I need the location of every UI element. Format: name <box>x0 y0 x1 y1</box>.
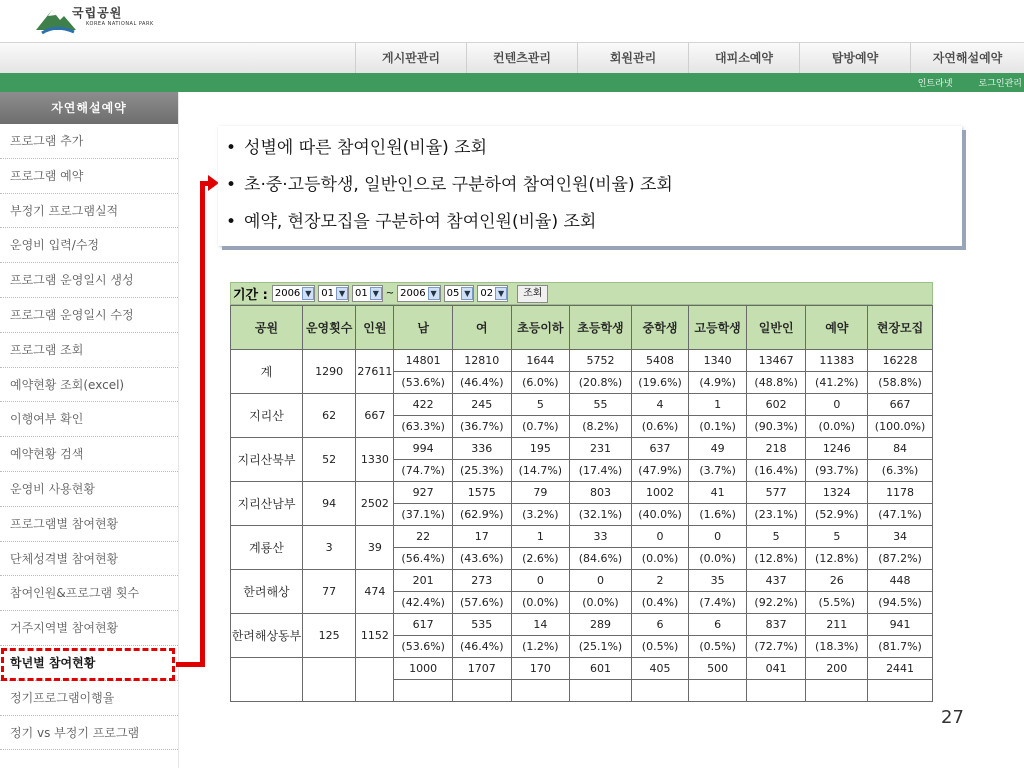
table-cell-value: 0 <box>631 526 689 548</box>
dropdown-arrow-icon: ▼ <box>428 287 440 300</box>
table-cell-value: 289 <box>570 614 632 636</box>
table-cell-value: 5408 <box>631 350 689 372</box>
col-header: 고등학생 <box>689 306 747 350</box>
table-cell-value: 617 <box>394 614 453 636</box>
table-cell-people: 27611 <box>356 350 394 394</box>
table-cell-value: 0 <box>511 570 570 592</box>
table-cell-ratio <box>394 680 453 702</box>
table-cell-count: 3 <box>302 526 355 570</box>
sidebar-item-fulfillment-check[interactable]: 이행여부 확인 <box>0 402 178 437</box>
table-cell-value: 6 <box>631 614 689 636</box>
table-cell-ratio: (87.2%) <box>868 548 933 570</box>
table-cell-people: 474 <box>356 570 394 614</box>
col-header: 공원 <box>231 306 303 350</box>
table-cell-ratio <box>746 680 806 702</box>
table-cell-value: 941 <box>868 614 933 636</box>
table-cell-ratio: (56.4%) <box>394 548 453 570</box>
table-cell-value: 273 <box>452 570 511 592</box>
table-cell-park: 지리산남부 <box>231 482 303 526</box>
table-cell-value: 79 <box>511 482 570 504</box>
table-cell-value: 437 <box>746 570 806 592</box>
table-cell-value: 1 <box>689 394 747 416</box>
table-cell-value: 535 <box>452 614 511 636</box>
table-row <box>231 394 933 416</box>
table-cell-ratio: (16.4%) <box>746 460 806 482</box>
table-cell-value: 84 <box>868 438 933 460</box>
table-cell-ratio: (92.2%) <box>746 592 806 614</box>
col-header: 인원 <box>356 306 394 350</box>
table-cell-value: 602 <box>746 394 806 416</box>
table-cell-ratio: (25.1%) <box>570 636 632 658</box>
sidebar-item-program-search[interactable]: 프로그램 조회 <box>0 333 178 368</box>
table-cell-ratio: (36.7%) <box>452 416 511 438</box>
table-cell-count: 94 <box>302 482 355 526</box>
table-cell-ratio: (18.3%) <box>806 636 868 658</box>
table-cell-ratio: (5.5%) <box>806 592 868 614</box>
table-cell-ratio: (57.6%) <box>452 592 511 614</box>
table-cell-ratio: (53.6%) <box>394 636 453 658</box>
table-cell-value: 0 <box>806 394 868 416</box>
connector-line <box>200 181 205 667</box>
table-cell-ratio: (37.1%) <box>394 504 453 526</box>
table-cell-ratio <box>631 680 689 702</box>
table-cell-ratio: (0.7%) <box>511 416 570 438</box>
table-cell-ratio: (12.8%) <box>806 548 868 570</box>
table-cell-value: 405 <box>631 658 689 680</box>
sidebar-item-participants-count[interactable]: 참여인원&프로그램 횟수 <box>0 576 178 611</box>
dropdown-arrow-icon: ▼ <box>461 287 473 300</box>
table-cell-ratio: (90.3%) <box>746 416 806 438</box>
from-day-select[interactable]: 01 ▼ <box>352 285 383 302</box>
table-cell-value: 4 <box>631 394 689 416</box>
table-cell-ratio: (3.7%) <box>689 460 747 482</box>
table-cell-park: 한려해상 <box>231 570 303 614</box>
table-cell-value: 14801 <box>394 350 453 372</box>
table-cell-ratio: (47.1%) <box>868 504 933 526</box>
table-cell-ratio: (12.8%) <box>746 548 806 570</box>
col-header: 초등학생 <box>570 306 632 350</box>
table-cell-park: 계룡산 <box>231 526 303 570</box>
sidebar-item-schedule-edit[interactable]: 프로그램 운영일시 수정 <box>0 298 178 333</box>
table-cell-people: 667 <box>356 394 394 438</box>
table-cell-value: 1002 <box>631 482 689 504</box>
table-cell-value: 041 <box>746 658 806 680</box>
callout-bullet: • 예약, 현장모집을 구분하여 참여인원(비율) 조회 <box>226 204 962 241</box>
table-cell-ratio: (4.9%) <box>689 372 747 394</box>
grade-stats-table <box>230 305 933 702</box>
table-cell-ratio: (7.4%) <box>689 592 747 614</box>
table-cell-ratio: (32.1%) <box>570 504 632 526</box>
table-cell-value: 2441 <box>868 658 933 680</box>
col-header: 여 <box>452 306 511 350</box>
table-cell-value: 6 <box>689 614 747 636</box>
table-cell-value: 14 <box>511 614 570 636</box>
col-header: 일반인 <box>746 306 806 350</box>
table-cell-ratio: (0.0%) <box>631 548 689 570</box>
table-cell-value: 22 <box>394 526 453 548</box>
table-cell-value: 33 <box>570 526 632 548</box>
table-cell-value: 201 <box>394 570 453 592</box>
table-cell-value: 55 <box>570 394 632 416</box>
table-cell-value: 837 <box>746 614 806 636</box>
table-cell-ratio: (93.7%) <box>806 460 868 482</box>
nav-nature-guide-booking[interactable]: 자연해설예약 <box>910 43 1024 74</box>
table-cell-park: 계 <box>231 350 303 394</box>
table-cell-value: 26 <box>806 570 868 592</box>
callout-bullet: • 성별에 따른 참여인원(비율) 조회 <box>226 130 962 167</box>
table-cell-ratio <box>806 680 868 702</box>
table-cell-value: 211 <box>806 614 868 636</box>
col-header: 예약 <box>806 306 868 350</box>
sidebar-item-program-add[interactable]: 프로그램 추가 <box>0 124 178 159</box>
from-month-select[interactable]: 01 ▼ <box>318 285 349 302</box>
table-cell-value: 34 <box>868 526 933 548</box>
stats-panel <box>230 282 933 720</box>
table-cell-value: 1324 <box>806 482 868 504</box>
to-month-select[interactable]: 05 ▼ <box>444 285 475 302</box>
table-cell-people: 2502 <box>356 482 394 526</box>
table-row <box>231 526 933 548</box>
table-cell-ratio: (0.6%) <box>631 416 689 438</box>
sidebar-item-by-region[interactable]: 거주지역별 참여현황 <box>0 611 178 646</box>
table-cell-ratio: (58.8%) <box>868 372 933 394</box>
table-cell-count: 1290 <box>302 350 355 394</box>
table-cell-value: 49 <box>689 438 747 460</box>
table-cell-value: 5 <box>746 526 806 548</box>
table-cell-ratio: (81.7%) <box>868 636 933 658</box>
sidebar-item-regular-vs-irregular[interactable]: 정기 vs 부정기 프로그램 <box>0 716 178 751</box>
table-cell-value: 1575 <box>452 482 511 504</box>
table-cell-ratio: (0.5%) <box>631 636 689 658</box>
table-cell-count: 62 <box>302 394 355 438</box>
highlight-box <box>1 648 175 681</box>
table-cell-ratio: (43.6%) <box>452 548 511 570</box>
nav-visit-booking[interactable]: 탐방예약 <box>799 43 910 74</box>
sidebar-item-irregular-results[interactable]: 부정기 프로그램실적 <box>0 194 178 229</box>
table-cell-value: 577 <box>746 482 806 504</box>
table-cell-ratio: (63.3%) <box>394 416 453 438</box>
table-cell-ratio: (6.3%) <box>868 460 933 482</box>
sidebar-item-cost-usage[interactable]: 운영비 사용현황 <box>0 472 178 507</box>
table-cell-value: 35 <box>689 570 747 592</box>
table-cell-value: 1644 <box>511 350 570 372</box>
table-cell-value: 994 <box>394 438 453 460</box>
table-row <box>231 482 933 504</box>
table-cell-value: 667 <box>868 394 933 416</box>
table-row <box>231 350 933 372</box>
period-label: 기간 : <box>233 288 268 303</box>
table-cell-ratio: (94.5%) <box>868 592 933 614</box>
intranet-link[interactable]: 인트라넷 <box>917 79 953 89</box>
sidebar-item-by-group-type[interactable]: 단체성격별 참여현황 <box>0 542 178 577</box>
table-cell-value: 245 <box>452 394 511 416</box>
table-cell-ratio <box>689 680 747 702</box>
col-header: 현장모집 <box>868 306 933 350</box>
table-cell-value: 200 <box>806 658 868 680</box>
table-cell-value: 601 <box>570 658 632 680</box>
table-cell-ratio: (23.1%) <box>746 504 806 526</box>
table-cell-ratio: (1.6%) <box>689 504 747 526</box>
table-body <box>231 350 933 702</box>
table-cell-value: 1707 <box>452 658 511 680</box>
table-cell-value: 1000 <box>394 658 453 680</box>
sidebar-item-schedule-create[interactable]: 프로그램 운영일시 생성 <box>0 263 178 298</box>
to-year-select[interactable]: 2006 ▼ <box>397 285 440 302</box>
table-cell-ratio: (40.0%) <box>631 504 689 526</box>
table-cell-ratio: (62.9%) <box>452 504 511 526</box>
table-cell-ratio: (0.5%) <box>689 636 747 658</box>
table-cell-value: 195 <box>511 438 570 460</box>
table-cell-ratio: (0.0%) <box>806 416 868 438</box>
table-cell-park: 한려해상동부 <box>231 614 303 658</box>
table-cell-ratio: (0.0%) <box>511 592 570 614</box>
table-cell-ratio: (46.4%) <box>452 372 511 394</box>
table-cell-value: 218 <box>746 438 806 460</box>
table-cell-ratio: (41.2%) <box>806 372 868 394</box>
table-row <box>231 438 933 460</box>
table-cell-value: 11383 <box>806 350 868 372</box>
table-cell-value: 927 <box>394 482 453 504</box>
table-cell-ratio: (25.3%) <box>452 460 511 482</box>
top-navigation <box>0 42 1024 74</box>
table-cell-value: 1178 <box>868 482 933 504</box>
table-cell-ratio: (14.7%) <box>511 460 570 482</box>
sidebar-item-booking-excel[interactable]: 예약현황 조회(excel) <box>0 368 178 403</box>
table-cell-ratio: (0.0%) <box>570 592 632 614</box>
table-cell-ratio: (74.7%) <box>394 460 453 482</box>
table-cell-ratio: (84.6%) <box>570 548 632 570</box>
table-cell-value: 2 <box>631 570 689 592</box>
table-cell-value: 17 <box>452 526 511 548</box>
table-cell-ratio: (0.4%) <box>631 592 689 614</box>
table-cell-value: 448 <box>868 570 933 592</box>
table-cell-value: 1340 <box>689 350 747 372</box>
sidebar-item-by-grade[interactable]: 학년별 참여현황 <box>0 646 178 681</box>
table-cell-value: 5752 <box>570 350 632 372</box>
table-cell-park: 지리산 <box>231 394 303 438</box>
to-day-select[interactable]: 02 ▼ <box>477 285 508 302</box>
table-cell-people: 1152 <box>356 614 394 658</box>
sidebar-item-by-program[interactable]: 프로그램별 참여현황 <box>0 507 178 542</box>
table-cell-ratio: (19.6%) <box>631 372 689 394</box>
logo-text: 국립공원 <box>72 6 123 20</box>
table-cell-people: 1330 <box>356 438 394 482</box>
table-cell-value: 41 <box>689 482 747 504</box>
dropdown-arrow-icon: ▼ <box>495 287 507 300</box>
date-filter-bar <box>230 282 933 305</box>
table-cell-value: 0 <box>570 570 632 592</box>
table-cell-value: 16228 <box>868 350 933 372</box>
table-cell-value: 422 <box>394 394 453 416</box>
dropdown-arrow-icon: ▼ <box>336 287 348 300</box>
table-cell-park: 지리산북부 <box>231 438 303 482</box>
table-cell-ratio: (3.2%) <box>511 504 570 526</box>
table-cell-value: 803 <box>570 482 632 504</box>
table-cell-value: 637 <box>631 438 689 460</box>
table-cell-park <box>231 658 303 702</box>
sidebar-item-regular-rate[interactable]: 정기프로그램이행율 <box>0 681 178 716</box>
table-cell-value: 0 <box>689 526 747 548</box>
table-cell-value: 336 <box>452 438 511 460</box>
table-cell-ratio: (46.4%) <box>452 636 511 658</box>
nav-shelter-booking[interactable]: 대피소예약 <box>688 43 799 74</box>
table-cell-ratio <box>452 680 511 702</box>
table-cell-count: 52 <box>302 438 355 482</box>
callout-bullet: • 초·중·고등학생, 일반인으로 구분하여 참여인원(비율) 조회 <box>226 167 962 204</box>
table-cell-count <box>302 658 355 702</box>
table-cell-value: 170 <box>511 658 570 680</box>
from-year-select[interactable]: 2006 ▼ <box>272 285 315 302</box>
table-cell-count: 77 <box>302 570 355 614</box>
nav-board-admin[interactable]: 게시판관리 <box>355 43 466 74</box>
table-cell-ratio <box>868 680 933 702</box>
table-cell-ratio: (53.6%) <box>394 372 453 394</box>
table-cell-ratio: (0.1%) <box>689 416 747 438</box>
table-cell-ratio: (1.2%) <box>511 636 570 658</box>
table-cell-people <box>356 658 394 702</box>
dropdown-arrow-icon: ▼ <box>370 287 382 300</box>
callout-box <box>218 126 962 246</box>
table-cell-ratio: (48.8%) <box>746 372 806 394</box>
dropdown-arrow-icon: ▼ <box>302 287 314 300</box>
table-cell-ratio: (42.4%) <box>394 592 453 614</box>
sidebar-item-cost-input[interactable]: 운영비 입력/수정 <box>0 228 178 263</box>
login-admin-link[interactable]: 로그인관리 <box>978 79 1022 89</box>
table-cell-value: 1 <box>511 526 570 548</box>
col-header: 중학생 <box>631 306 689 350</box>
table-cell-ratio <box>570 680 632 702</box>
table-cell-ratio: (47.9%) <box>631 460 689 482</box>
table-cell-value: 5 <box>806 526 868 548</box>
search-button[interactable]: 조회 <box>517 285 548 303</box>
table-cell-value: 500 <box>689 658 747 680</box>
table-cell-value: 231 <box>570 438 632 460</box>
sub-nav-bar <box>0 73 1024 92</box>
table-row <box>231 614 933 636</box>
logo-subtext: KOREA NATIONAL PARK <box>86 21 154 27</box>
nav-member-admin[interactable]: 회원관리 <box>577 43 688 74</box>
table-cell-value: 12810 <box>452 350 511 372</box>
table-cell-value: 1246 <box>806 438 868 460</box>
table-cell-ratio <box>511 680 570 702</box>
table-cell-ratio: (0.0%) <box>689 548 747 570</box>
nav-content-admin[interactable]: 컨텐츠관리 <box>466 43 577 74</box>
table-row <box>231 570 933 592</box>
table-cell-ratio: (72.7%) <box>746 636 806 658</box>
page-number: 27 <box>941 707 964 728</box>
table-cell-ratio: (2.6%) <box>511 548 570 570</box>
sidebar-item-program-booking[interactable]: 프로그램 예약 <box>0 159 178 194</box>
table-cell-people: 39 <box>356 526 394 570</box>
table-cell-count: 125 <box>302 614 355 658</box>
table-cell-ratio: (100.0%) <box>868 416 933 438</box>
col-header: 운영횟수 <box>302 306 355 350</box>
table-cell-value: 13467 <box>746 350 806 372</box>
table-header-row <box>231 306 933 350</box>
table-cell-ratio: (6.0%) <box>511 372 570 394</box>
col-header: 남 <box>394 306 453 350</box>
sidebar-item-booking-search[interactable]: 예약현황 검색 <box>0 437 178 472</box>
table-cell-ratio: (17.4%) <box>570 460 632 482</box>
knp-logo[interactable] <box>34 2 174 40</box>
table-cell-ratio: (52.9%) <box>806 504 868 526</box>
table-cell-value: 5 <box>511 394 570 416</box>
range-separator: ~ <box>385 288 395 299</box>
table-cell-ratio: (8.2%) <box>570 416 632 438</box>
table-cell-ratio: (20.8%) <box>570 372 632 394</box>
col-header: 초등이하 <box>511 306 570 350</box>
table-row <box>231 658 933 680</box>
sidebar-title: 자연해설예약 <box>0 92 178 124</box>
